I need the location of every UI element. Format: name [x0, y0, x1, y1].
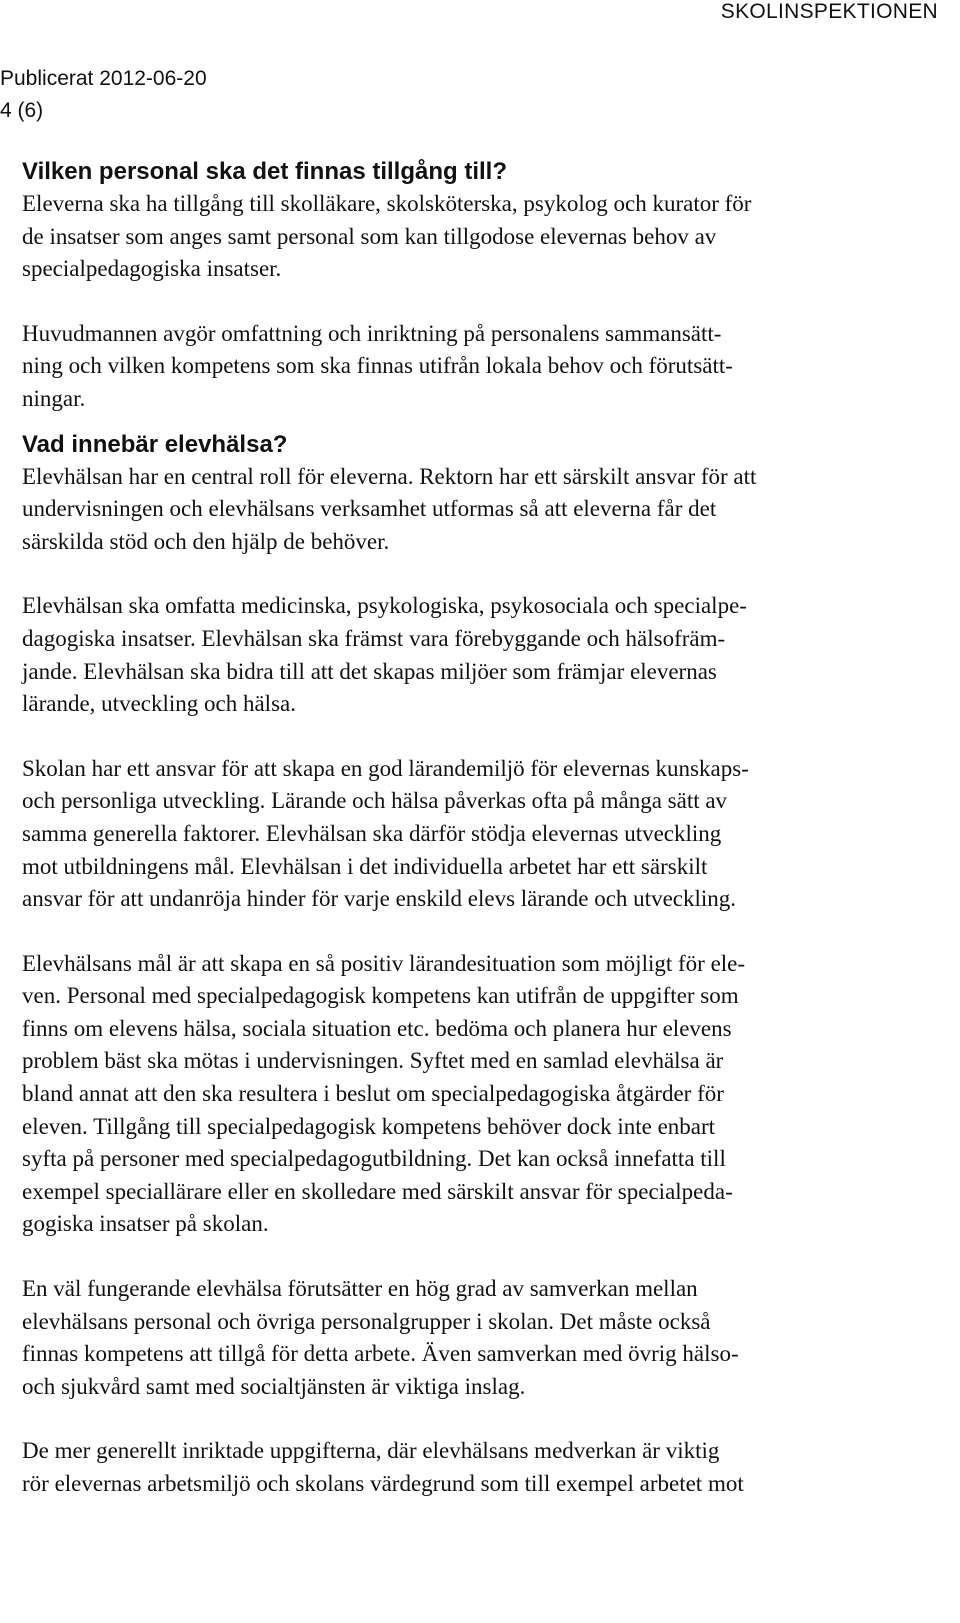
text-line: finnas kompetens att tillgå för detta arbete. Även samverkan med övrig hälso- [22, 1341, 739, 1367]
agency-name: SKOLINSPEKTIONEN [720, 0, 938, 23]
text-line: finns om elevens hälsa, sociala situation etc. bedöma och planera hur elevens [22, 1015, 732, 1041]
text-line: Skolan har ett ansvar för att skapa en god lärandemiljö för elevernas kunskaps- [22, 755, 749, 781]
text-line: Elevhälsan ska omfatta medicinska, psykologiska, psykosociala och specialpe- [22, 593, 747, 619]
text-line: mot utbildningens mål. Elevhälsan i det individuella arbetet har ett särskilt [22, 853, 708, 879]
text-line: undervisningen och elevhälsans verksamhet utformas så att eleverna får det [22, 496, 717, 522]
text-line: och sjukvård samt med socialtjänsten är viktiga inslag. [22, 1373, 526, 1399]
text-line: rör elevernas arbetsmiljö och skolans värdegrund som till exempel arbetet mot [22, 1471, 744, 1496]
paragraph [22, 590, 938, 720]
published-date: Publicerat 2012-06-20 [0, 67, 207, 90]
text-line: Eleverna ska ha tillgång till skolläkare, skolsköterska, psykolog och kurator för [22, 191, 752, 216]
text-line: problem bäst ska mötas i undervisningen. Syftet med en samlad elevhälsa är [22, 1048, 724, 1074]
page-number: 4 (6) [0, 99, 44, 122]
text-line: De mer generellt inriktade uppgifterna, där elevhälsans medverkan är viktig [22, 1438, 720, 1464]
paragraph [22, 461, 938, 559]
text-line: exempel speciallärare eller en skolledare med särskilt ansvar för specialpeda- [22, 1178, 733, 1204]
text-line: ningar. [22, 385, 86, 411]
document-body [22, 156, 938, 1501]
text-line: eleven. Tillgång till specialpedagogisk kompetens behöver dock inte enbart [22, 1113, 716, 1139]
text-line: ansvar för att undanröja hinder för varje enskild elevs lärande och utveckling. [22, 886, 737, 912]
text-line: ven. Personal med specialpedagogisk kompetens kan utifrån de uppgifter som [22, 983, 739, 1009]
section-heading-student-health: Vad innebär elevhälsa? [22, 430, 288, 458]
paragraph [22, 1435, 938, 1500]
paragraph [22, 948, 938, 1241]
text-line: jande. Elevhälsan ska bidra till att det skapas miljöer som främjar elevernas [22, 658, 717, 684]
text-line: samma generella faktorer. Elevhälsan ska därför stödja elevernas utveckling [22, 820, 722, 846]
text-line: specialpedagogiska insatser. [22, 256, 282, 282]
text-line: ning och vilken kompetens som ska finnas utifrån lokala behov och förutsätt- [22, 353, 733, 379]
paragraph [22, 1273, 938, 1403]
text-line: bland annat att den ska resultera i beslut om specialpedagogiska åtgärder för [22, 1081, 724, 1107]
text-line: de insatser som anges samt personal som kan tillgodose elevernas behov av [22, 223, 717, 249]
text-line: Elevhälsans mål är att skapa en så positiv lärandesituation som möjligt för ele- [22, 950, 746, 976]
text-line: särskilda stöd och den hjälp de behöver. [22, 528, 390, 554]
publication-meta [0, 63, 207, 127]
text-line: dagogiska insatser. Elevhälsan ska främst vara förebyggande och hälsofräm- [22, 625, 726, 651]
text-line: Huvudmannen avgör omfattning och inriktning på personalens sammansätt- [22, 320, 722, 346]
text-line: gogiska insatser på skolan. [22, 1211, 269, 1237]
text-line: elevhälsans personal och övriga personalgrupper i skolan. Det måste också [22, 1308, 711, 1334]
text-line: syfta på personer med specialpedagogutbildning. Det kan också innefatta till [22, 1146, 726, 1172]
paragraph [22, 753, 938, 916]
text-line: lärande, utveckling och hälsa. [22, 691, 296, 717]
section-heading-personnel: Vilken personal ska det finnas tillgång till? [22, 158, 508, 185]
text-line: och personliga utveckling. Lärande och hälsa påverkas ofta på många sätt av [22, 788, 728, 814]
paragraph [22, 188, 938, 286]
text-line: En väl fungerande elevhälsa förutsätter en hög grad av samverkan mellan [22, 1276, 698, 1302]
paragraph [22, 318, 938, 416]
text-line: Elevhälsan har en central roll för eleverna. Rektorn har ett särskilt ansvar för att [22, 463, 757, 489]
